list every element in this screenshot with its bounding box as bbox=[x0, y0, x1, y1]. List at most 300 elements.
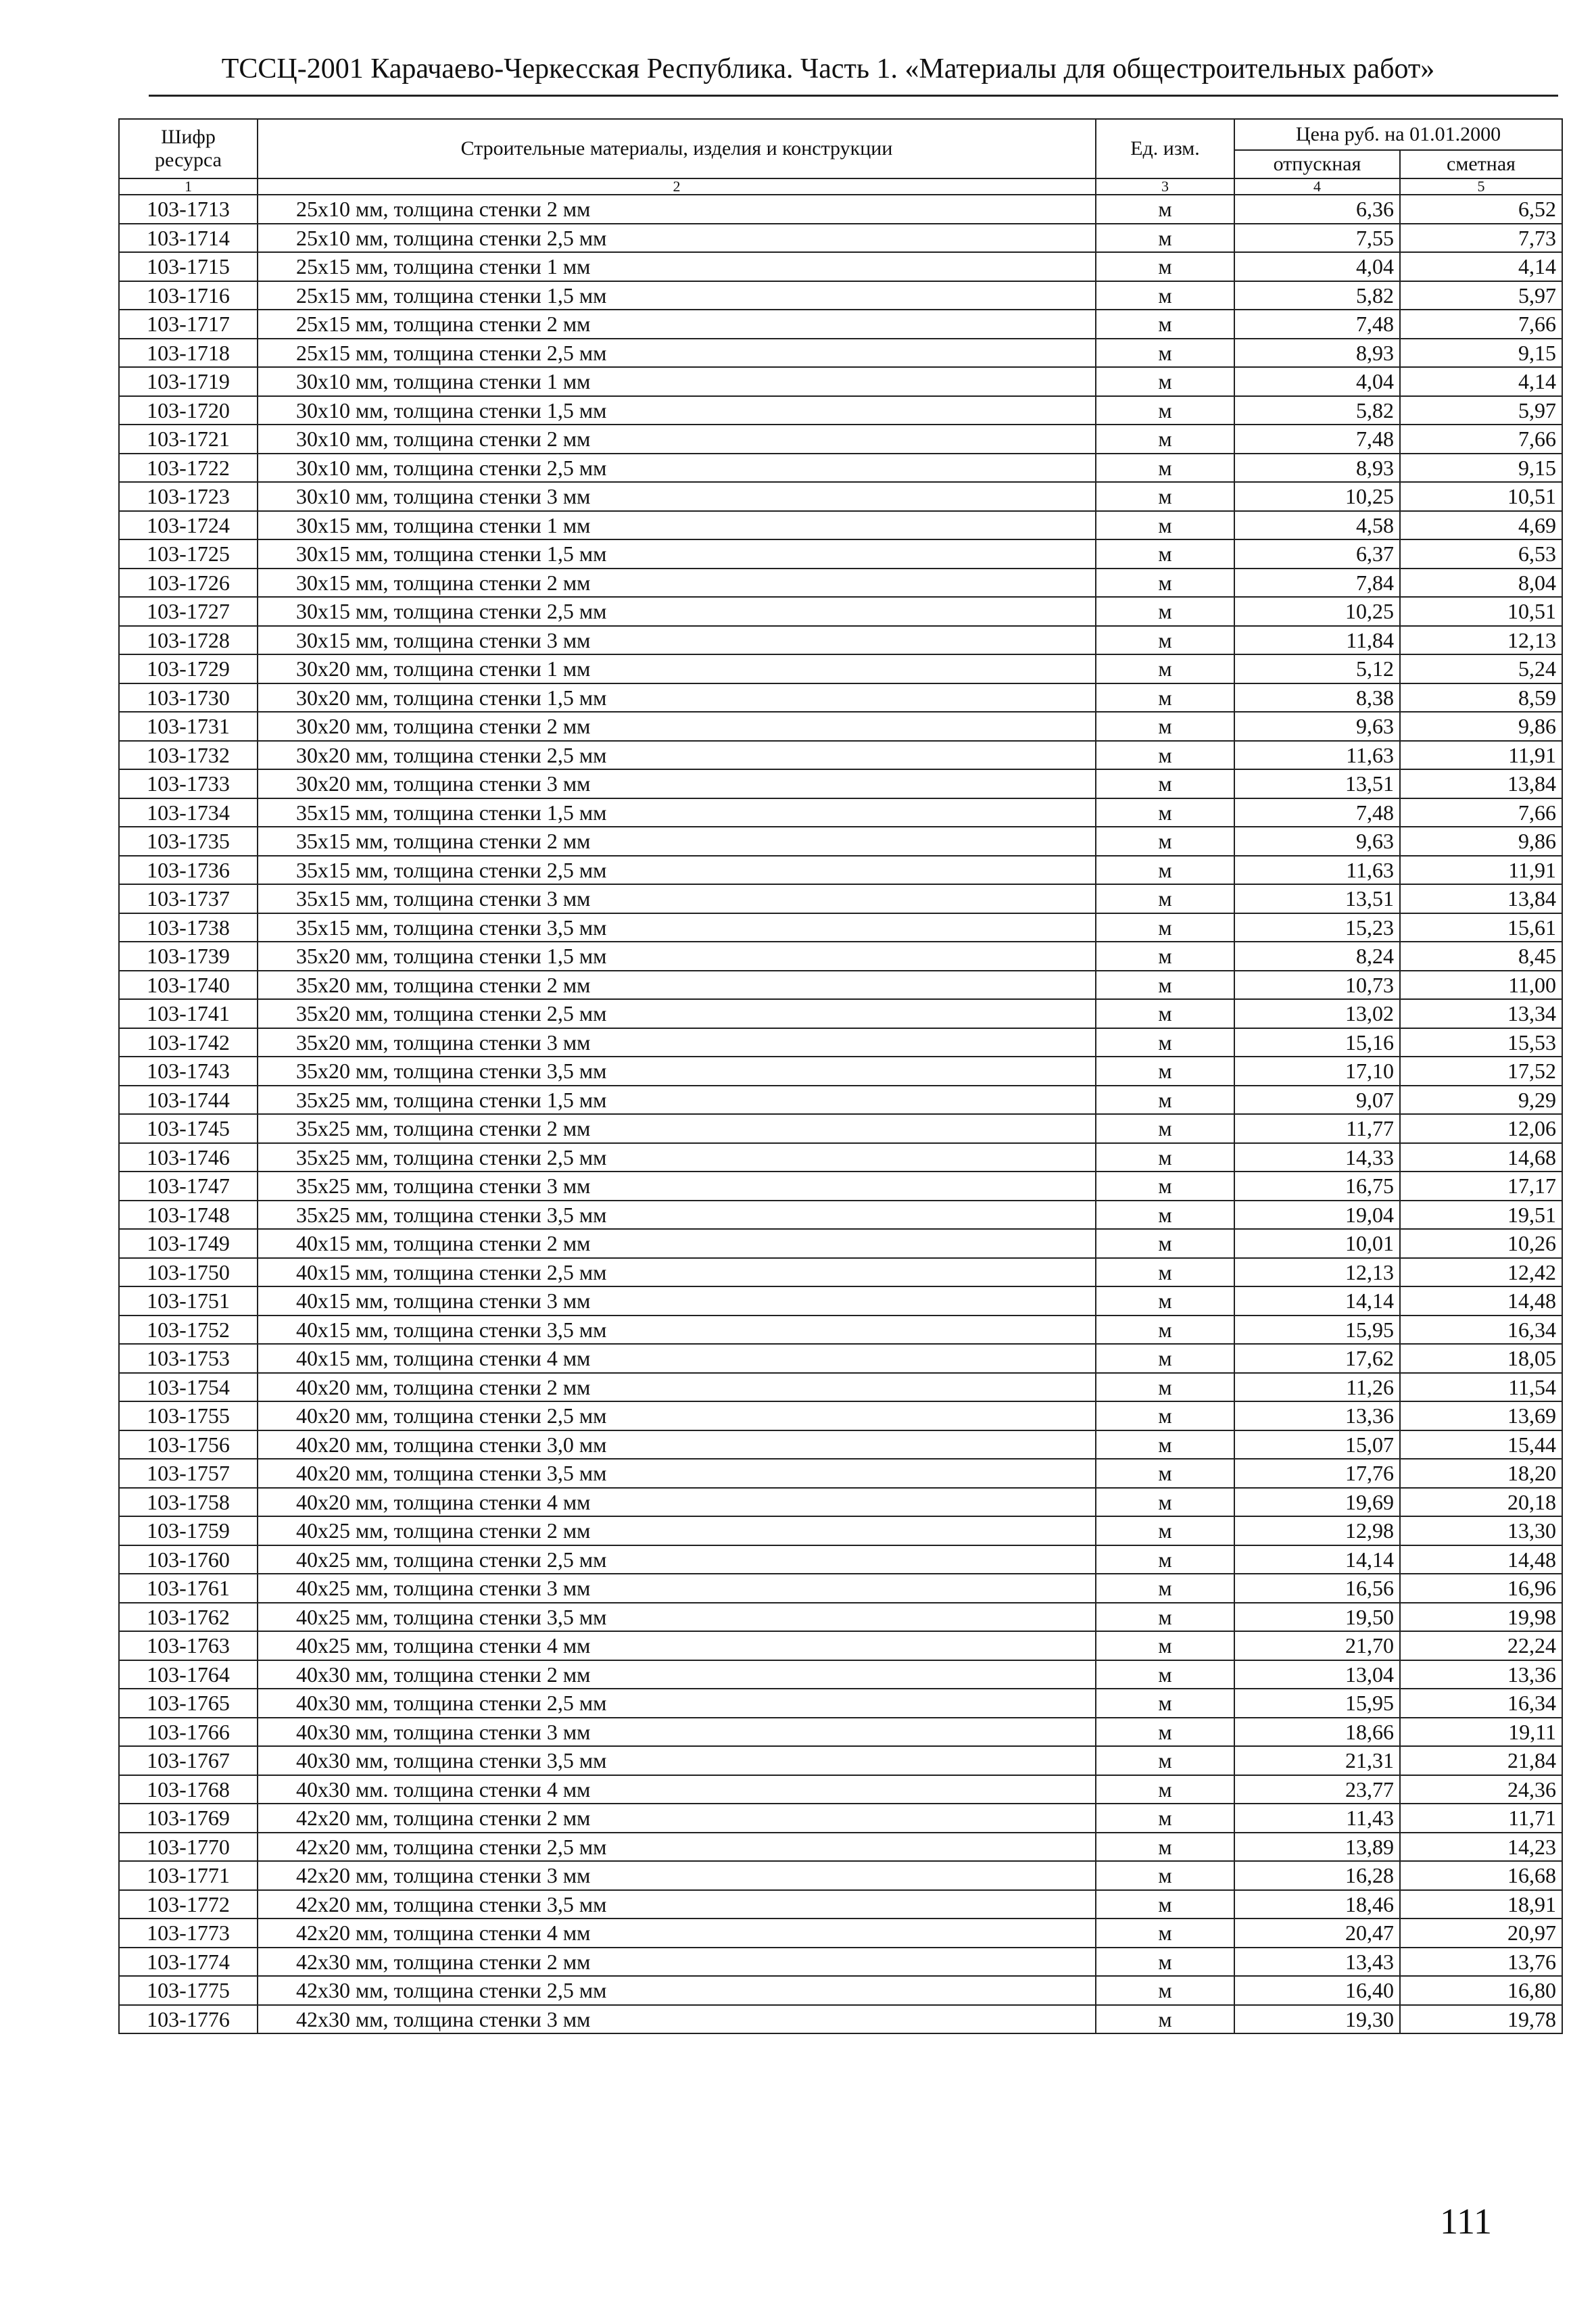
cell-estimate-price: 19,98 bbox=[1400, 1603, 1562, 1632]
cell-release-price: 13,36 bbox=[1234, 1401, 1400, 1430]
cell-estimate-price: 12,42 bbox=[1400, 1258, 1562, 1287]
cell-name: 40х25 мм, толщина стенки 2 мм bbox=[258, 1516, 1096, 1545]
cell-name: 25х15 мм, толщина стенки 2,5 мм bbox=[258, 339, 1096, 368]
cell-estimate-price: 13,76 bbox=[1400, 1948, 1562, 1977]
cell-name: 30х15 мм, толщина стенки 1 мм bbox=[258, 511, 1096, 540]
cell-name: 35х25 мм, толщина стенки 1,5 мм bbox=[258, 1086, 1096, 1115]
cell-name: 35х25 мм, толщина стенки 3 мм bbox=[258, 1172, 1096, 1201]
cell-release-price: 15,16 bbox=[1234, 1028, 1400, 1057]
cell-unit: м bbox=[1096, 1430, 1234, 1459]
cell-name: 30х10 мм, толщина стенки 1,5 мм bbox=[258, 396, 1096, 425]
cell-unit: м bbox=[1096, 741, 1234, 770]
cell-code: 103-1722 bbox=[119, 454, 258, 483]
cell-estimate-price: 16,34 bbox=[1400, 1689, 1562, 1718]
table-row bbox=[119, 1114, 1562, 1143]
cell-estimate-price: 14,48 bbox=[1400, 1545, 1562, 1574]
cell-name: 30х20 мм, толщина стенки 3 мм bbox=[258, 769, 1096, 798]
cell-code: 103-1718 bbox=[119, 339, 258, 368]
cell-name: 42х20 мм, толщина стенки 3,5 мм bbox=[258, 1890, 1096, 1919]
cell-release-price: 16,40 bbox=[1234, 1976, 1400, 2005]
cell-name: 25х15 мм, толщина стенки 2 мм bbox=[258, 310, 1096, 339]
cell-unit: м bbox=[1096, 913, 1234, 942]
table-row bbox=[119, 454, 1562, 483]
cell-estimate-price: 12,13 bbox=[1400, 626, 1562, 655]
cell-estimate-price: 17,52 bbox=[1400, 1057, 1562, 1086]
cell-unit: м bbox=[1096, 1028, 1234, 1057]
table-row bbox=[119, 654, 1562, 683]
cell-code: 103-1757 bbox=[119, 1459, 258, 1488]
table-row bbox=[119, 281, 1562, 310]
cell-name: 25х15 мм, толщина стенки 1 мм bbox=[258, 252, 1096, 281]
cell-release-price: 9,63 bbox=[1234, 712, 1400, 741]
cell-code: 103-1762 bbox=[119, 1603, 258, 1632]
cell-estimate-price: 19,78 bbox=[1400, 2005, 1562, 2034]
cell-code: 103-1747 bbox=[119, 1172, 258, 1201]
cell-code: 103-1746 bbox=[119, 1143, 258, 1172]
cell-release-price: 11,43 bbox=[1234, 1804, 1400, 1833]
cell-release-price: 7,48 bbox=[1234, 798, 1400, 827]
cell-release-price: 4,04 bbox=[1234, 252, 1400, 281]
table-row bbox=[119, 1373, 1562, 1402]
table-row bbox=[119, 1545, 1562, 1574]
cell-release-price: 16,28 bbox=[1234, 1861, 1400, 1890]
cell-name: 30х10 мм, толщина стенки 1 мм bbox=[258, 367, 1096, 396]
cell-unit: м bbox=[1096, 654, 1234, 683]
cell-release-price: 12,98 bbox=[1234, 1516, 1400, 1545]
table-row bbox=[119, 626, 1562, 655]
column-number: 4 bbox=[1234, 178, 1400, 195]
cell-name: 30х15 мм, толщина стенки 2,5 мм bbox=[258, 597, 1096, 626]
cell-estimate-price: 7,73 bbox=[1400, 224, 1562, 253]
cell-unit: м bbox=[1096, 310, 1234, 339]
table-row bbox=[119, 1976, 1562, 2005]
cell-release-price: 18,46 bbox=[1234, 1890, 1400, 1919]
cell-release-price: 7,48 bbox=[1234, 425, 1400, 454]
cell-release-price: 4,58 bbox=[1234, 511, 1400, 540]
header-price-group: Цена руб. на 01.01.2000 bbox=[1234, 119, 1562, 150]
cell-unit: м bbox=[1096, 769, 1234, 798]
cell-release-price: 11,63 bbox=[1234, 856, 1400, 885]
cell-estimate-price: 15,44 bbox=[1400, 1430, 1562, 1459]
cell-unit: м bbox=[1096, 339, 1234, 368]
cell-release-price: 14,33 bbox=[1234, 1143, 1400, 1172]
cell-release-price: 14,14 bbox=[1234, 1545, 1400, 1574]
cell-name: 30х20 мм, толщина стенки 1,5 мм bbox=[258, 683, 1096, 713]
cell-estimate-price: 9,15 bbox=[1400, 454, 1562, 483]
cell-release-price: 14,14 bbox=[1234, 1286, 1400, 1316]
cell-estimate-price: 8,59 bbox=[1400, 683, 1562, 713]
cell-name: 40х30 мм, толщина стенки 2,5 мм bbox=[258, 1689, 1096, 1718]
cell-release-price: 11,84 bbox=[1234, 626, 1400, 655]
table-row bbox=[119, 569, 1562, 598]
cell-code: 103-1717 bbox=[119, 310, 258, 339]
cell-code: 103-1745 bbox=[119, 1114, 258, 1143]
cell-estimate-price: 13,30 bbox=[1400, 1516, 1562, 1545]
table-body bbox=[119, 195, 1562, 2033]
table-row bbox=[119, 339, 1562, 368]
table-row bbox=[119, 942, 1562, 971]
cell-unit: м bbox=[1096, 827, 1234, 856]
cell-estimate-price: 6,52 bbox=[1400, 195, 1562, 224]
cell-estimate-price: 13,34 bbox=[1400, 999, 1562, 1028]
table-row bbox=[119, 1574, 1562, 1603]
table-row bbox=[119, 884, 1562, 913]
cell-name: 40х15 мм, толщина стенки 4 мм bbox=[258, 1344, 1096, 1373]
cell-code: 103-1743 bbox=[119, 1057, 258, 1086]
cell-estimate-price: 20,97 bbox=[1400, 1919, 1562, 1948]
cell-code: 103-1730 bbox=[119, 683, 258, 713]
cell-estimate-price: 16,68 bbox=[1400, 1861, 1562, 1890]
cell-unit: м bbox=[1096, 597, 1234, 626]
cell-name: 42х20 мм, толщина стенки 4 мм bbox=[258, 1919, 1096, 1948]
cell-code: 103-1748 bbox=[119, 1201, 258, 1230]
cell-unit: м bbox=[1096, 1316, 1234, 1345]
cell-unit: м bbox=[1096, 1833, 1234, 1862]
cell-unit: м bbox=[1096, 1114, 1234, 1143]
cell-unit: м bbox=[1096, 1718, 1234, 1747]
cell-name: 30х15 мм, толщина стенки 2 мм bbox=[258, 569, 1096, 598]
cell-code: 103-1772 bbox=[119, 1890, 258, 1919]
cell-code: 103-1727 bbox=[119, 597, 258, 626]
cell-unit: м bbox=[1096, 367, 1234, 396]
cell-estimate-price: 15,53 bbox=[1400, 1028, 1562, 1057]
cell-estimate-price: 22,24 bbox=[1400, 1631, 1562, 1660]
table-row bbox=[119, 1603, 1562, 1632]
header-estimate-price: сметная bbox=[1400, 150, 1562, 178]
table-row bbox=[119, 769, 1562, 798]
cell-unit: м bbox=[1096, 1775, 1234, 1804]
cell-unit: м bbox=[1096, 1919, 1234, 1948]
cell-estimate-price: 13,84 bbox=[1400, 769, 1562, 798]
cell-unit: м bbox=[1096, 1746, 1234, 1775]
table-row bbox=[119, 1258, 1562, 1287]
cell-name: 42х30 мм, толщина стенки 2 мм bbox=[258, 1948, 1096, 1977]
cell-name: 30х10 мм, толщина стенки 2 мм bbox=[258, 425, 1096, 454]
table-row bbox=[119, 1833, 1562, 1862]
cell-release-price: 23,77 bbox=[1234, 1775, 1400, 1804]
cell-unit: м bbox=[1096, 1574, 1234, 1603]
cell-name: 30х20 мм, толщина стенки 1 мм bbox=[258, 654, 1096, 683]
cell-estimate-price: 16,80 bbox=[1400, 1976, 1562, 2005]
cell-name: 40х15 мм, толщина стенки 3,5 мм bbox=[258, 1316, 1096, 1345]
cell-name: 35х20 мм, толщина стенки 1,5 мм bbox=[258, 942, 1096, 971]
cell-code: 103-1764 bbox=[119, 1660, 258, 1689]
cell-estimate-price: 12,06 bbox=[1400, 1114, 1562, 1143]
cell-release-price: 6,37 bbox=[1234, 539, 1400, 569]
table-row bbox=[119, 1746, 1562, 1775]
cell-release-price: 8,38 bbox=[1234, 683, 1400, 713]
table-row bbox=[119, 1660, 1562, 1689]
cell-code: 103-1731 bbox=[119, 712, 258, 741]
table-row bbox=[119, 971, 1562, 1000]
cell-release-price: 10,73 bbox=[1234, 971, 1400, 1000]
cell-code: 103-1773 bbox=[119, 1919, 258, 1948]
cell-code: 103-1726 bbox=[119, 569, 258, 598]
cell-estimate-price: 18,20 bbox=[1400, 1459, 1562, 1488]
cell-unit: м bbox=[1096, 1890, 1234, 1919]
table-row bbox=[119, 798, 1562, 827]
header-release-price: отпускная bbox=[1234, 150, 1400, 178]
cell-code: 103-1736 bbox=[119, 856, 258, 885]
cell-estimate-price: 8,45 bbox=[1400, 942, 1562, 971]
cell-code: 103-1721 bbox=[119, 425, 258, 454]
cell-code: 103-1724 bbox=[119, 511, 258, 540]
cell-release-price: 13,51 bbox=[1234, 884, 1400, 913]
cell-release-price: 13,89 bbox=[1234, 1833, 1400, 1862]
cell-name: 40х30 мм, толщина стенки 3,5 мм bbox=[258, 1746, 1096, 1775]
table-row bbox=[119, 1488, 1562, 1517]
cell-estimate-price: 11,00 bbox=[1400, 971, 1562, 1000]
table-row bbox=[119, 1229, 1562, 1258]
table-row bbox=[119, 1401, 1562, 1430]
cell-name: 42х30 мм, толщина стенки 2,5 мм bbox=[258, 1976, 1096, 2005]
cell-estimate-price: 16,96 bbox=[1400, 1574, 1562, 1603]
table-header bbox=[119, 119, 1562, 195]
cell-name: 40х15 мм, толщина стенки 2,5 мм bbox=[258, 1258, 1096, 1287]
cell-unit: м bbox=[1096, 942, 1234, 971]
cell-name: 40х15 мм, толщина стенки 3 мм bbox=[258, 1286, 1096, 1316]
cell-code: 103-1725 bbox=[119, 539, 258, 569]
cell-code: 103-1756 bbox=[119, 1430, 258, 1459]
cell-release-price: 12,13 bbox=[1234, 1258, 1400, 1287]
table-row bbox=[119, 1689, 1562, 1718]
cell-unit: м bbox=[1096, 1631, 1234, 1660]
cell-unit: м bbox=[1096, 539, 1234, 569]
cell-release-price: 9,63 bbox=[1234, 827, 1400, 856]
page-header-title: ТССЦ-2001 Карачаево-Черкесская Республика. Часть 1. «Материалы для общестроительных работ» bbox=[221, 53, 1435, 85]
cell-name: 42х20 мм, толщина стенки 2,5 мм bbox=[258, 1833, 1096, 1862]
cell-name: 40х15 мм, толщина стенки 2 мм bbox=[258, 1229, 1096, 1258]
cell-code: 103-1723 bbox=[119, 482, 258, 511]
table-row bbox=[119, 1344, 1562, 1373]
table-row bbox=[119, 1861, 1562, 1890]
cell-release-price: 8,93 bbox=[1234, 339, 1400, 368]
table-row bbox=[119, 1086, 1562, 1115]
cell-unit: м bbox=[1096, 396, 1234, 425]
cell-estimate-price: 20,18 bbox=[1400, 1488, 1562, 1517]
cell-unit: м bbox=[1096, 798, 1234, 827]
cell-code: 103-1760 bbox=[119, 1545, 258, 1574]
cell-release-price: 20,47 bbox=[1234, 1919, 1400, 1948]
cell-code: 103-1749 bbox=[119, 1229, 258, 1258]
cell-unit: м bbox=[1096, 1545, 1234, 1574]
cell-code: 103-1754 bbox=[119, 1373, 258, 1402]
table-row bbox=[119, 999, 1562, 1028]
cell-unit: м bbox=[1096, 1143, 1234, 1172]
cell-unit: м bbox=[1096, 1948, 1234, 1977]
cell-unit: м bbox=[1096, 626, 1234, 655]
cell-name: 42х20 мм, толщина стенки 3 мм bbox=[258, 1861, 1096, 1890]
column-number: 5 bbox=[1400, 178, 1562, 195]
cell-unit: м bbox=[1096, 683, 1234, 713]
cell-release-price: 19,30 bbox=[1234, 2005, 1400, 2034]
cell-estimate-price: 9,86 bbox=[1400, 827, 1562, 856]
cell-estimate-price: 5,24 bbox=[1400, 654, 1562, 683]
cell-estimate-price: 10,26 bbox=[1400, 1229, 1562, 1258]
cell-estimate-price: 13,36 bbox=[1400, 1660, 1562, 1689]
header-divider bbox=[149, 95, 1558, 97]
price-table bbox=[118, 118, 1563, 2034]
cell-name: 35х25 мм, толщина стенки 3,5 мм bbox=[258, 1201, 1096, 1230]
cell-code: 103-1735 bbox=[119, 827, 258, 856]
cell-code: 103-1774 bbox=[119, 1948, 258, 1977]
cell-name: 40х30 мм, толщина стенки 3 мм bbox=[258, 1718, 1096, 1747]
cell-unit: м bbox=[1096, 1258, 1234, 1287]
cell-code: 103-1758 bbox=[119, 1488, 258, 1517]
cell-code: 103-1771 bbox=[119, 1861, 258, 1890]
cell-unit: м bbox=[1096, 1660, 1234, 1689]
header-name: Строительные материалы, изделия и конструкции bbox=[258, 119, 1096, 178]
header-unit-label: Ед. изм. bbox=[1130, 137, 1200, 160]
cell-estimate-price: 24,36 bbox=[1400, 1775, 1562, 1804]
table-row bbox=[119, 1890, 1562, 1919]
cell-code: 103-1732 bbox=[119, 741, 258, 770]
cell-unit: м bbox=[1096, 1373, 1234, 1402]
table-row bbox=[119, 511, 1562, 540]
cell-code: 103-1767 bbox=[119, 1746, 258, 1775]
cell-release-price: 15,95 bbox=[1234, 1316, 1400, 1345]
cell-release-price: 7,48 bbox=[1234, 310, 1400, 339]
cell-release-price: 16,56 bbox=[1234, 1574, 1400, 1603]
table-row bbox=[119, 252, 1562, 281]
cell-release-price: 13,04 bbox=[1234, 1660, 1400, 1689]
cell-estimate-price: 16,34 bbox=[1400, 1316, 1562, 1345]
cell-code: 103-1752 bbox=[119, 1316, 258, 1345]
cell-estimate-price: 14,68 bbox=[1400, 1143, 1562, 1172]
table-row bbox=[119, 1948, 1562, 1977]
cell-code: 103-1759 bbox=[119, 1516, 258, 1545]
cell-unit: м bbox=[1096, 856, 1234, 885]
table-row bbox=[119, 1172, 1562, 1201]
cell-code: 103-1728 bbox=[119, 626, 258, 655]
cell-release-price: 6,36 bbox=[1234, 195, 1400, 224]
cell-unit: м bbox=[1096, 1172, 1234, 1201]
table-row bbox=[119, 1057, 1562, 1086]
cell-code: 103-1768 bbox=[119, 1775, 258, 1804]
cell-name: 25х10 мм, толщина стенки 2,5 мм bbox=[258, 224, 1096, 253]
cell-code: 103-1755 bbox=[119, 1401, 258, 1430]
cell-code: 103-1733 bbox=[119, 769, 258, 798]
table-row bbox=[119, 712, 1562, 741]
cell-code: 103-1729 bbox=[119, 654, 258, 683]
cell-name: 30х10 мм, толщина стенки 3 мм bbox=[258, 482, 1096, 511]
cell-estimate-price: 21,84 bbox=[1400, 1746, 1562, 1775]
cell-code: 103-1769 bbox=[119, 1804, 258, 1833]
cell-unit: м bbox=[1096, 1488, 1234, 1517]
cell-unit: м bbox=[1096, 1976, 1234, 2005]
cell-release-price: 17,10 bbox=[1234, 1057, 1400, 1086]
table-row bbox=[119, 827, 1562, 856]
cell-estimate-price: 7,66 bbox=[1400, 798, 1562, 827]
table-row bbox=[119, 1028, 1562, 1057]
cell-code: 103-1750 bbox=[119, 1258, 258, 1287]
cell-release-price: 13,02 bbox=[1234, 999, 1400, 1028]
cell-code: 103-1742 bbox=[119, 1028, 258, 1057]
cell-name: 35х20 мм, толщина стенки 3 мм bbox=[258, 1028, 1096, 1057]
cell-release-price: 19,69 bbox=[1234, 1488, 1400, 1517]
cell-estimate-price: 4,14 bbox=[1400, 252, 1562, 281]
cell-name: 35х15 мм, толщина стенки 2 мм bbox=[258, 827, 1096, 856]
table-row bbox=[119, 425, 1562, 454]
cell-name: 40х25 мм, толщина стенки 3,5 мм bbox=[258, 1603, 1096, 1632]
cell-release-price: 5,12 bbox=[1234, 654, 1400, 683]
cell-estimate-price: 11,54 bbox=[1400, 1373, 1562, 1402]
cell-release-price: 8,24 bbox=[1234, 942, 1400, 971]
cell-code: 103-1713 bbox=[119, 195, 258, 224]
cell-estimate-price: 14,48 bbox=[1400, 1286, 1562, 1316]
table-row bbox=[119, 367, 1562, 396]
cell-code: 103-1744 bbox=[119, 1086, 258, 1115]
cell-unit: м bbox=[1096, 482, 1234, 511]
cell-name: 25х15 мм, толщина стенки 1,5 мм bbox=[258, 281, 1096, 310]
cell-estimate-price: 18,05 bbox=[1400, 1344, 1562, 1373]
cell-code: 103-1751 bbox=[119, 1286, 258, 1316]
cell-release-price: 17,76 bbox=[1234, 1459, 1400, 1488]
cell-release-price: 8,93 bbox=[1234, 454, 1400, 483]
cell-unit: м bbox=[1096, 1861, 1234, 1890]
table-row bbox=[119, 1516, 1562, 1545]
cell-release-price: 19,50 bbox=[1234, 1603, 1400, 1632]
cell-code: 103-1753 bbox=[119, 1344, 258, 1373]
cell-name: 40х25 мм, толщина стенки 4 мм bbox=[258, 1631, 1096, 1660]
cell-release-price: 4,04 bbox=[1234, 367, 1400, 396]
table-row bbox=[119, 741, 1562, 770]
cell-estimate-price: 11,91 bbox=[1400, 741, 1562, 770]
header-code-label: Шифр ресурса bbox=[155, 126, 222, 171]
cell-release-price: 11,26 bbox=[1234, 1373, 1400, 1402]
cell-estimate-price: 11,71 bbox=[1400, 1804, 1562, 1833]
cell-code: 103-1738 bbox=[119, 913, 258, 942]
cell-code: 103-1775 bbox=[119, 1976, 258, 2005]
cell-name: 40х20 мм, толщина стенки 3,0 мм bbox=[258, 1430, 1096, 1459]
cell-name: 30х10 мм, толщина стенки 2,5 мм bbox=[258, 454, 1096, 483]
table-row bbox=[119, 1804, 1562, 1833]
cell-estimate-price: 5,97 bbox=[1400, 281, 1562, 310]
cell-name: 40х20 мм, толщина стенки 2 мм bbox=[258, 1373, 1096, 1402]
table-row bbox=[119, 396, 1562, 425]
cell-unit: м bbox=[1096, 999, 1234, 1028]
cell-code: 103-1716 bbox=[119, 281, 258, 310]
cell-code: 103-1763 bbox=[119, 1631, 258, 1660]
cell-unit: м bbox=[1096, 1459, 1234, 1488]
table-row bbox=[119, 2005, 1562, 2034]
cell-estimate-price: 8,04 bbox=[1400, 569, 1562, 598]
cell-estimate-price: 18,91 bbox=[1400, 1890, 1562, 1919]
cell-unit: м bbox=[1096, 252, 1234, 281]
cell-name: 25х10 мм, толщина стенки 2 мм bbox=[258, 195, 1096, 224]
cell-name: 35х25 мм, толщина стенки 2,5 мм bbox=[258, 1143, 1096, 1172]
header-unit bbox=[1096, 119, 1234, 178]
cell-unit: м bbox=[1096, 195, 1234, 224]
table-row bbox=[119, 1201, 1562, 1230]
cell-estimate-price: 4,14 bbox=[1400, 367, 1562, 396]
table-row bbox=[119, 310, 1562, 339]
cell-code: 103-1741 bbox=[119, 999, 258, 1028]
cell-release-price: 21,31 bbox=[1234, 1746, 1400, 1775]
cell-unit: м bbox=[1096, 1229, 1234, 1258]
table-row bbox=[119, 1286, 1562, 1316]
table-row bbox=[119, 856, 1562, 885]
cell-release-price: 11,77 bbox=[1234, 1114, 1400, 1143]
cell-release-price: 10,25 bbox=[1234, 597, 1400, 626]
cell-estimate-price: 9,29 bbox=[1400, 1086, 1562, 1115]
cell-unit: м bbox=[1096, 1603, 1234, 1632]
cell-release-price: 5,82 bbox=[1234, 281, 1400, 310]
cell-name: 40х20 мм, толщина стенки 4 мм bbox=[258, 1488, 1096, 1517]
cell-name: 30х15 мм, толщина стенки 1,5 мм bbox=[258, 539, 1096, 569]
cell-release-price: 10,01 bbox=[1234, 1229, 1400, 1258]
cell-unit: м bbox=[1096, 2005, 1234, 2034]
